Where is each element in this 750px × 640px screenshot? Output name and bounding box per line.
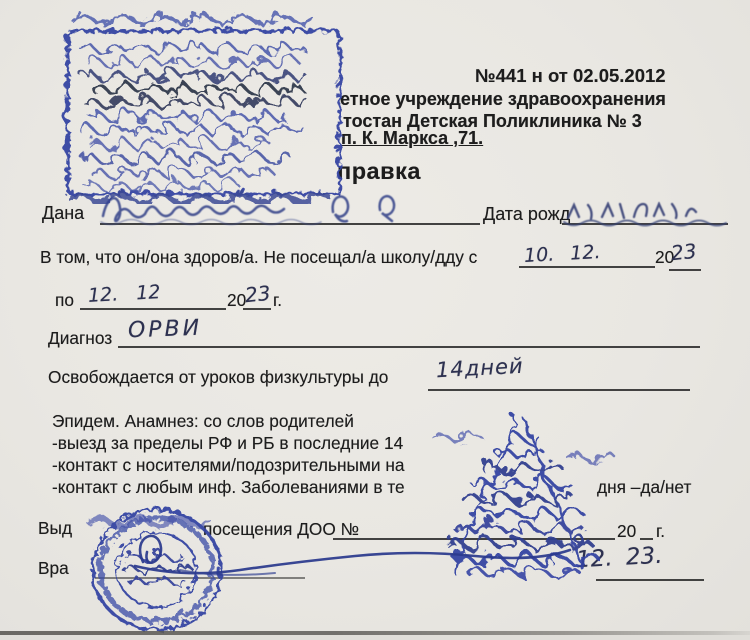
blank-line-to [80, 308, 226, 310]
page-title: правка [337, 158, 421, 184]
from-date-handwriting: 10. 12. [523, 241, 602, 267]
blank-line-from-year [669, 269, 701, 271]
statement-text: В том, что он/она здоров/а. Не посещал/а школу/дду с [40, 247, 478, 267]
issued-label: посещения ДОО № [203, 519, 360, 539]
epid-line-2: -выезд за пределы РФ и РБ в последние 14 [52, 433, 404, 453]
blank-line-from [519, 266, 655, 268]
epid-line-4: -контакт с любым инф. Заболеваниями в те [52, 477, 405, 497]
org-line-1: етное учреждение здравоохранения [340, 89, 666, 109]
to-century: 20 [227, 290, 247, 310]
org-line-2: тостан Детская Поликлиника № 3 [343, 111, 642, 131]
blank-line-pe [428, 389, 690, 391]
org-address: п. К. Маркса ,71. [341, 128, 484, 148]
to-label: по [55, 290, 74, 310]
pe-days-handwriting: 14дней [435, 353, 525, 383]
from-year-handwriting: 23 [669, 238, 698, 266]
to-date-handwriting: 12. 12 [87, 281, 161, 307]
diagnosis-handwriting: ОРВИ [127, 315, 203, 344]
birth-date-handwriting-illegible [558, 192, 733, 230]
doctor-signature [105, 518, 585, 583]
issued-prefix: Выд [38, 518, 73, 538]
given-label: Дана [42, 203, 85, 223]
epid-line-3: -контакт с носителями/подозрительными на [52, 455, 405, 475]
epid-line-1: Эпидем. Анамнез: со слов родителей [52, 411, 354, 431]
blank-line-to-year [243, 308, 271, 310]
doctor-date-handwriting: 12. 23. [575, 542, 664, 574]
to-year-handwriting: 23 [243, 280, 272, 308]
issued-suffix: г. [656, 521, 665, 541]
blank-line-issued-year [640, 538, 653, 540]
to-suffix: г. [273, 290, 282, 310]
rectangular-stamp-icon [58, 4, 350, 204]
doctor-label: Вра [38, 558, 69, 578]
birth-date-label: Дата рожд [483, 204, 571, 224]
pe-exemption-label: Освобождается от уроков физкультуры до [48, 367, 389, 387]
scan-edge-below [0, 635, 750, 640]
file-number: №441 н от 02.05.2012 [475, 65, 666, 86]
blank-line-diagnosis [118, 346, 700, 348]
from-century: 20 [655, 247, 675, 267]
diagnosis-label: Диагноз [48, 328, 113, 348]
epid-line-4-suffix: дня –да/нет [597, 477, 692, 497]
issued-century: 20 [617, 521, 637, 541]
